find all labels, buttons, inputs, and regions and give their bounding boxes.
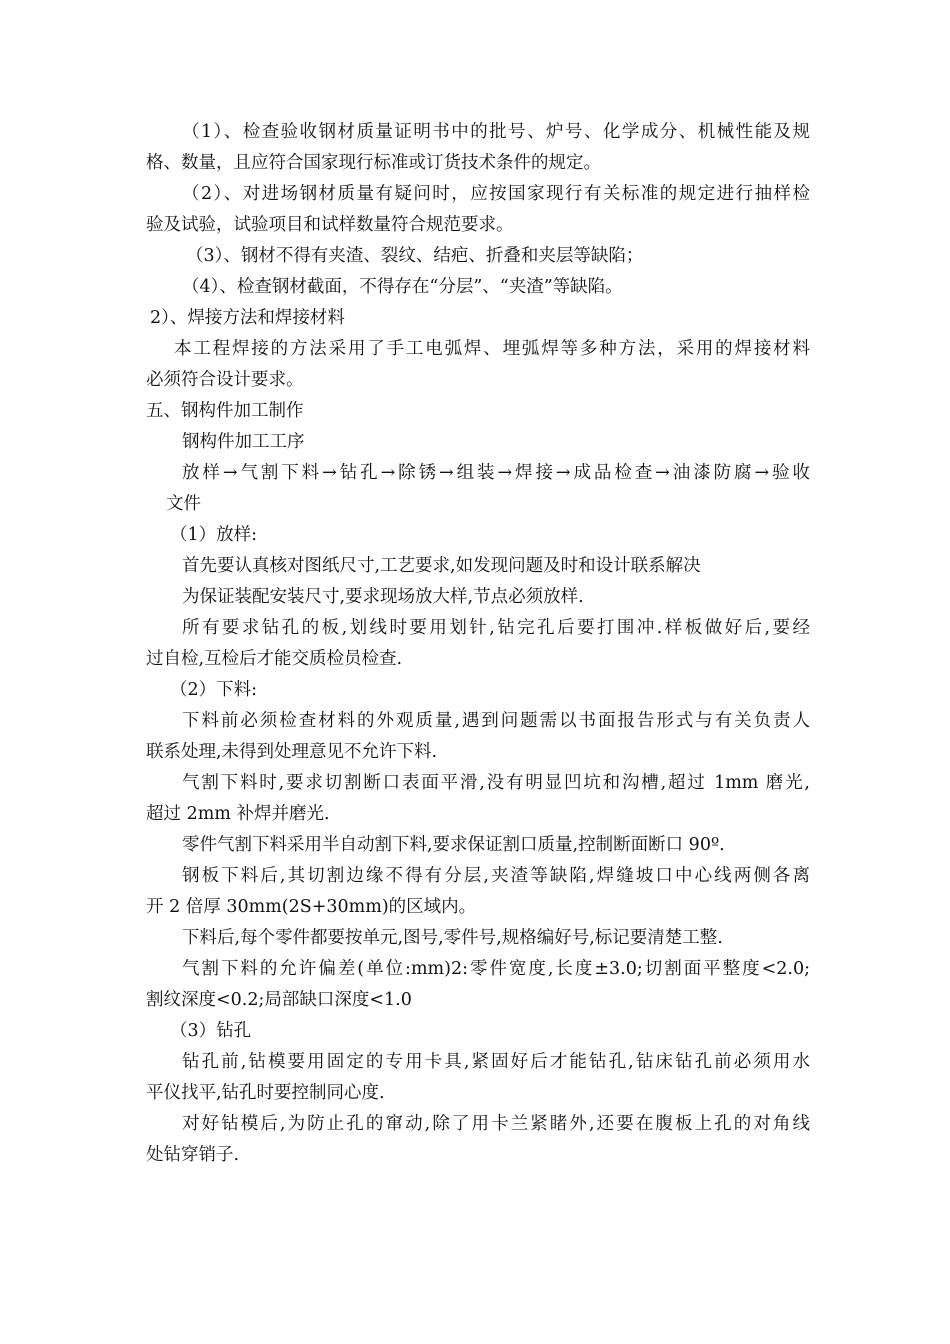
subsection-heading: 钢构件加工工序 [182,432,305,452]
text-line: （4）、检查钢材截面，不得存在“分层”、“夹渣”等缺陷。 [182,277,623,297]
document-body [146,117,810,1171]
text-line: 下料后,每个零件都要按单元,图号,零件号,规格编好号,标记要清楚工整. [182,928,723,948]
text-line: 平仪找平,钻孔时要控制同心度. [146,1083,385,1103]
text-line: 联系处理,未得到处理意见不允许下料. [146,742,438,762]
process-flow: 放样→气割下料→钻孔→除锈→组装→焊接→成品检查→油漆防腐→验收 [182,463,810,483]
subsection-heading: （1）放样: [170,525,258,545]
text-line: 本工程焊接的方法采用了手工电弧焊、埋弧焊等多种方法，采用的焊接材料 [174,339,810,359]
text-line: 所有要求钻孔的板,划线时要用划针,钻完孔后要打围冲.样板做好后,要经 [182,618,810,638]
text-line: 处钻穿销子. [146,1145,240,1165]
text-line: 超过 2mm 补焊并磨光. [146,804,330,824]
text-line: 为保证装配安装尺寸,要求现场放大样,节点必须放样. [182,587,584,607]
process-flow-continuation: 文件 [166,494,201,514]
text-line: 开 2 倍厚 30mm(2S+30mm)的区域内。 [146,897,477,917]
text-line: 下料前必须检查材料的外观质量,遇到问题需以书面报告形式与有关负责人 [182,711,810,731]
text-line: 气割下料的允许偏差(单位:mm)2:零件宽度,长度±3.0;切割面平整度<2.0; [182,959,810,979]
text-line: 割纹深度<0.2;局部缺口深度<1.0 [146,990,412,1010]
text-line: 钢板下料后,其切割边缘不得有分层,夹渣等缺陷,焊缝坡口中心线两侧各离 [182,866,810,886]
subsection-heading: （3）钻孔 [170,1021,252,1041]
text-line: 对好钻模后,为防止孔的窜动,除了用卡兰紧睹外,还要在腹板上孔的对角线 [182,1114,810,1134]
text-line: 气割下料时,要求切割断口表面平滑,没有明显凹坑和沟槽,超过 1mm 磨光, [182,773,810,793]
subsection-heading: （2）下料: [170,680,258,700]
text-line: 验及试验，试验项目和试样数量符合规范要求。 [146,215,514,235]
section-heading: 五、钢构件加工制作 [146,401,304,421]
section-heading: 2）、焊接方法和焊接材料 [150,308,345,328]
text-line: 必须符合设计要求。 [146,370,304,390]
text-line: 过自检,互检后才能交质检员检查. [146,649,403,669]
text-line: （3）、钢材不得有夹渣、裂纹、结疤、折叠和夹层等缺陷； [186,246,644,266]
text-line: 格、数量，且应符合国家现行标准或订货技术条件的规定。 [146,153,601,173]
text-line: 零件气割下料采用半自动割下料,要求保证割口质量,控制断面断口 90º. [182,835,725,855]
text-line: 钻孔前,钻模要用固定的专用卡具,紧固好后才能钻孔,钻床钻孔前必须用水 [182,1052,810,1072]
text-line: 首先要认真核对图纸尺寸,工艺要求,如发现问题及时和设计联系解决 [182,556,701,576]
text-line: （2）、对进场钢材质量有疑问时，应按国家现行有关标准的规定进行抽样检 [182,184,810,204]
text-line: （1）、检查验收钢材质量证明书中的批号、炉号、化学成分、机械性能及规 [182,122,810,142]
